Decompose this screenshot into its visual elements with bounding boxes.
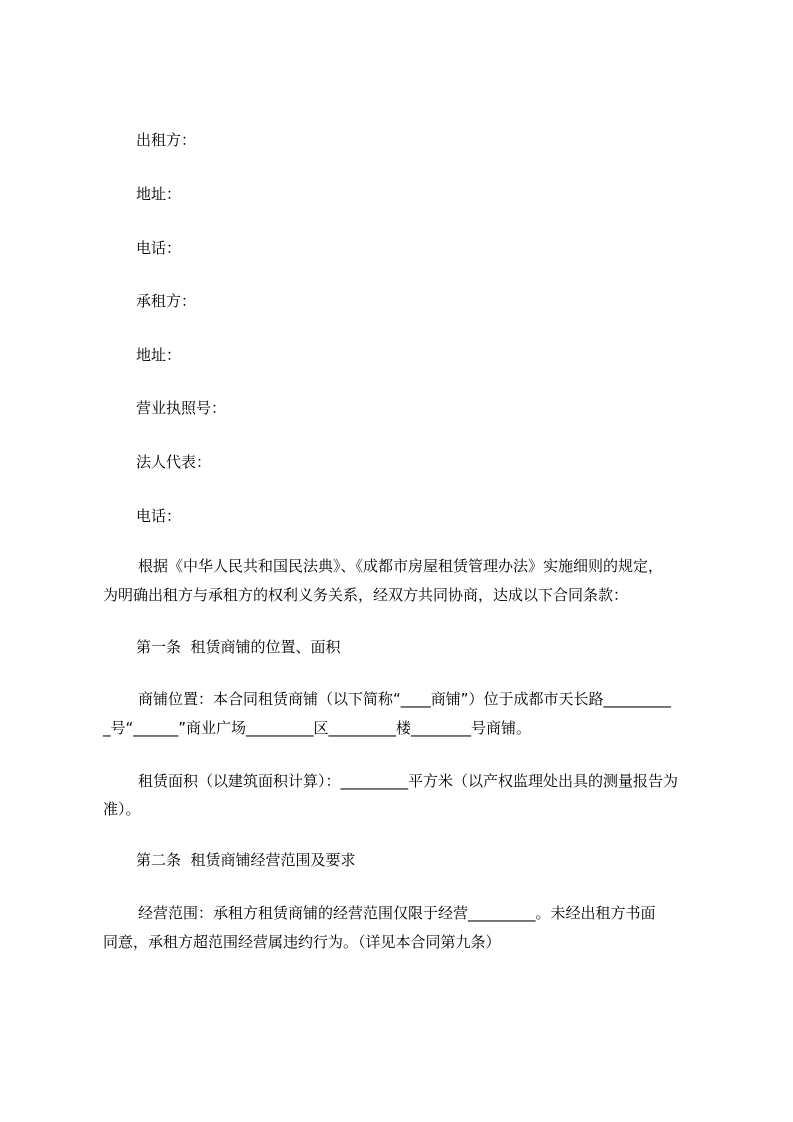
lessor-address-label: 地址：	[136, 185, 182, 203]
lessee-address-label: 地址：	[136, 346, 182, 364]
location-text-1: 商铺位置：本合同租赁商铺（以下简称“____商铺”）位于成都市天长路_________	[138, 690, 672, 708]
area-text-1: 租赁面积（以建筑面积计算）：_________平方米（以产权监理处出具的测量报告为	[138, 772, 679, 790]
lessee-label: 承租方：	[136, 292, 197, 310]
scope-line-1	[0, 904, 793, 922]
preamble-text-1: 根据《中华人民共和国民法典》、《成都市房屋租赁管理办法》实施细则的规定，	[138, 557, 664, 575]
scope-line-2: 同意，承租方超范围经营属违约行为。（详见本合同第九条）	[103, 933, 501, 951]
preamble-line-2: 为明确出租方与承租方的权利义务关系，经双方共同协商，达成以下合同条款：	[103, 586, 629, 604]
legal-representative-label: 法人代表：	[136, 453, 212, 471]
area-line-2: 准）。	[103, 800, 141, 818]
preamble-line-1	[0, 557, 793, 575]
article-2-heading: 第二条 租赁商铺经营范围及要求	[136, 851, 356, 869]
article-1-heading: 第一条 租赁商铺的位置、面积	[136, 638, 341, 656]
lessor-label: 出租方：	[136, 131, 197, 149]
scope-text-1: 经营范围：承租方租赁商铺的经营范围仅限于经营_________。未经出租方书面	[138, 904, 656, 922]
location-line-2: _号“______”商业广场_________区_________楼________号商铺。	[103, 719, 532, 737]
lessor-phone-label: 电话：	[136, 239, 182, 257]
area-line-1	[0, 772, 793, 790]
location-line-1	[0, 690, 793, 708]
lessee-phone-label: 电话：	[136, 507, 182, 525]
license-number-label: 营业执照号：	[136, 399, 227, 417]
